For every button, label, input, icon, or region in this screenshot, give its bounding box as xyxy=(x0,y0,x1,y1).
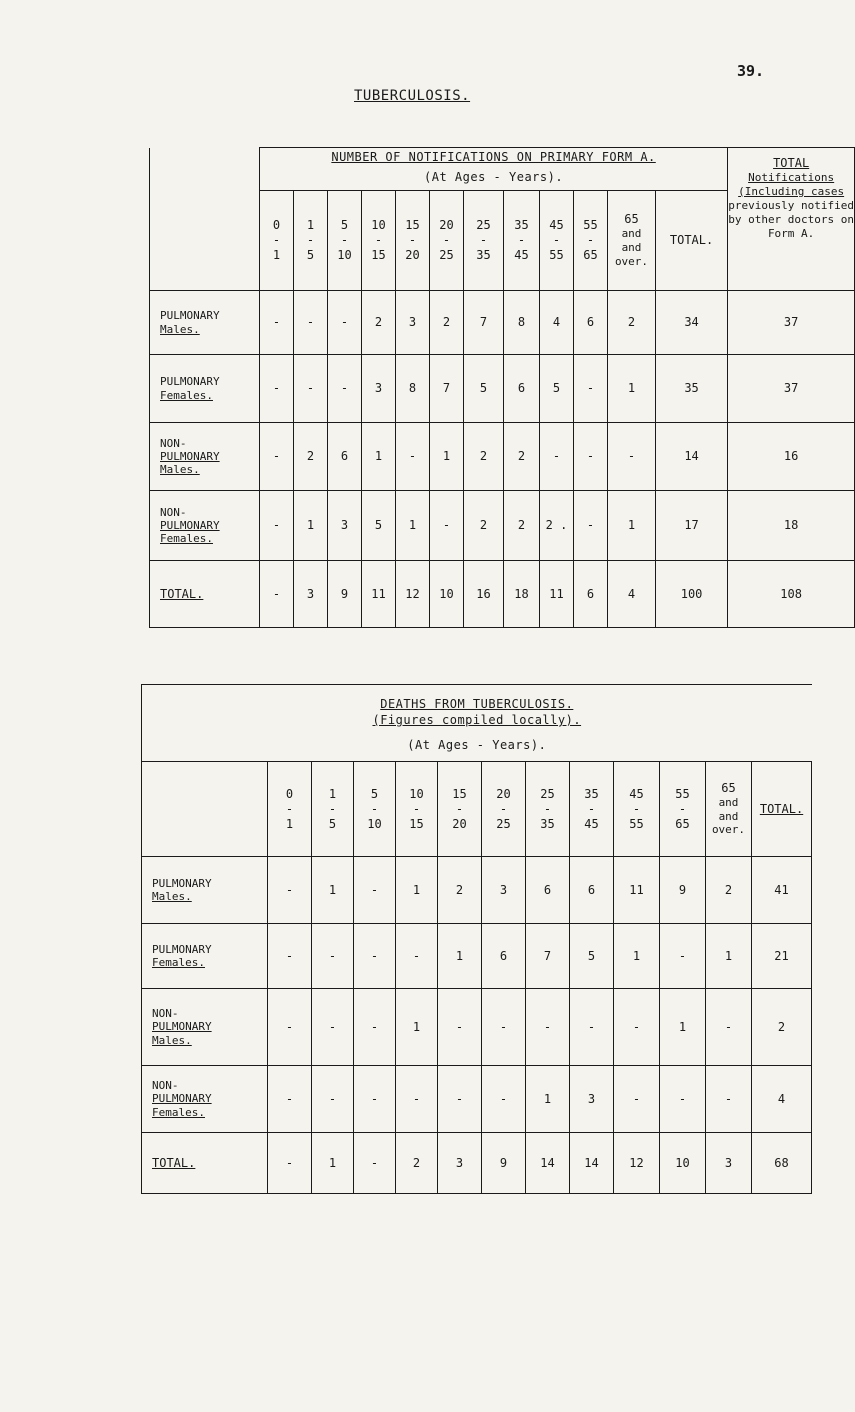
table-cell: - xyxy=(260,291,294,355)
age-group-header xyxy=(354,762,396,857)
table-row xyxy=(142,924,812,989)
row-label xyxy=(142,1066,268,1133)
table-header-row xyxy=(150,148,855,191)
age-dash: - xyxy=(543,801,552,816)
table-title: NUMBER OF NOTIFICATIONS ON PRIMARY FORM A. xyxy=(331,150,656,164)
table-cell: 7 xyxy=(526,924,570,989)
table-cell: - xyxy=(574,491,608,561)
table-row xyxy=(150,423,855,491)
row-label xyxy=(142,924,268,989)
table-cell: 1 xyxy=(396,491,430,561)
total-column-header xyxy=(752,762,812,857)
table-cell: 3 xyxy=(482,857,526,924)
age-dash: - xyxy=(306,233,315,247)
age-to: 45 xyxy=(514,248,529,262)
table-cell: 1 xyxy=(608,491,656,561)
table-cell: 2 . xyxy=(540,491,574,561)
table-cell: 2 xyxy=(504,491,540,561)
age-to: 20 xyxy=(405,248,420,262)
row-label-line: PULMONARY xyxy=(152,1020,212,1034)
table-cell: 14 xyxy=(526,1133,570,1194)
row-label xyxy=(150,491,260,561)
age-group-row xyxy=(142,762,812,857)
table-cell: - xyxy=(706,989,752,1066)
page-number: 39. xyxy=(737,62,765,80)
table-cell: - xyxy=(354,857,396,924)
row-label-sex: Males. xyxy=(152,890,192,903)
row-label-line: TOTAL. xyxy=(152,1155,196,1170)
table-cell: 11 xyxy=(362,561,396,628)
age-from: 0 xyxy=(272,218,281,232)
age-from: 10 xyxy=(371,218,386,232)
age-to: 55 xyxy=(549,248,564,262)
table-cell: - xyxy=(482,1066,526,1133)
table-cell: 9 xyxy=(328,561,362,628)
page-heading: TUBERCULOSIS. xyxy=(354,88,471,104)
age-to: 5 xyxy=(306,248,315,262)
table-cell: - xyxy=(294,355,328,423)
table-title-cell xyxy=(142,685,812,762)
age-dash: - xyxy=(370,801,379,816)
table-cell: 4 xyxy=(608,561,656,628)
table-cell: - xyxy=(574,423,608,491)
age-to: 65 xyxy=(583,248,598,262)
age-to: and over. xyxy=(614,241,649,268)
row-total: 68 xyxy=(752,1133,812,1194)
age-to: 25 xyxy=(439,248,454,262)
age-dash: - xyxy=(587,801,596,816)
age-to: 25 xyxy=(496,816,511,831)
table-cell: - xyxy=(268,924,312,989)
row-label-sex: Males. xyxy=(152,1033,192,1047)
table-cell: - xyxy=(614,1066,660,1133)
table-cell: 2 xyxy=(706,857,752,924)
table-cell: 3 xyxy=(396,291,430,355)
table-cell: - xyxy=(540,423,574,491)
age-to: and over. xyxy=(711,809,746,837)
table-cell: 12 xyxy=(614,1133,660,1194)
table-cell: - xyxy=(268,1133,312,1194)
age-from: 10 xyxy=(409,786,424,801)
row-label xyxy=(142,989,268,1066)
deaths-table xyxy=(141,684,812,1194)
table-cell: 2 xyxy=(294,423,328,491)
age-to: 10 xyxy=(337,248,352,262)
table-cell: 2 xyxy=(438,857,482,924)
table-cell: 3 xyxy=(570,1066,614,1133)
table-cell: 16 xyxy=(464,561,504,628)
table-cell: - xyxy=(268,1066,312,1133)
age-dash: - xyxy=(499,801,508,816)
corner-cell xyxy=(142,762,268,857)
table-cell: - xyxy=(268,857,312,924)
table-cell: 2 xyxy=(464,423,504,491)
age-from: 15 xyxy=(452,786,467,801)
row-label-line: NON- xyxy=(152,1007,179,1021)
table-cell: 1 xyxy=(660,989,706,1066)
age-to: 10 xyxy=(367,816,382,831)
age-from: 15 xyxy=(405,218,420,232)
age-group-header xyxy=(312,762,354,857)
age-group-header xyxy=(504,191,540,291)
table-row xyxy=(142,1066,812,1133)
table-cell: 4 xyxy=(540,291,574,355)
table-cell: - xyxy=(608,423,656,491)
table-cell: - xyxy=(396,924,438,989)
total-notifications-title: TOTAL xyxy=(773,156,810,170)
table-cell: - xyxy=(396,423,430,491)
table-cell: 6 xyxy=(574,291,608,355)
row-total-notifications: 108 xyxy=(728,561,855,628)
row-total: 17 xyxy=(656,491,728,561)
table-cell: 10 xyxy=(430,561,464,628)
total-label: TOTAL. xyxy=(759,801,804,816)
table-cell: - xyxy=(354,989,396,1066)
table-cell: 18 xyxy=(504,561,540,628)
row-label-line: PULMONARY xyxy=(152,1092,212,1106)
total-label: TOTAL. xyxy=(669,233,714,247)
age-group-header xyxy=(430,191,464,291)
row-total: 14 xyxy=(656,423,728,491)
age-group-header xyxy=(438,762,482,857)
age-dash: - xyxy=(340,233,349,247)
age-to: 5 xyxy=(328,816,337,831)
row-label xyxy=(150,291,260,355)
age-dash: and xyxy=(621,227,642,241)
row-label-line: NON- xyxy=(160,436,187,450)
table-row xyxy=(150,355,855,423)
row-label-sex: Males. xyxy=(160,463,200,477)
table-cell: 9 xyxy=(660,857,706,924)
table-cell: - xyxy=(614,989,660,1066)
table-cell: - xyxy=(328,355,362,423)
table-cell: 3 xyxy=(706,1133,752,1194)
age-group-header xyxy=(362,191,396,291)
table-cell: - xyxy=(660,924,706,989)
table-cell: 1 xyxy=(396,857,438,924)
table-cell: - xyxy=(570,989,614,1066)
age-to: 20 xyxy=(452,816,467,831)
age-dash: - xyxy=(408,233,417,247)
age-group-header xyxy=(614,762,660,857)
age-group-header xyxy=(660,762,706,857)
age-from: 65 xyxy=(624,212,639,227)
table-cell: 1 xyxy=(438,924,482,989)
age-dash: - xyxy=(586,233,595,247)
row-label-sex: Females. xyxy=(152,956,205,969)
total-column-header xyxy=(656,191,728,291)
age-group-header xyxy=(574,191,608,291)
table-cell: 10 xyxy=(660,1133,706,1194)
table-cell: 2 xyxy=(464,491,504,561)
table-cell: 2 xyxy=(504,423,540,491)
table-cell: 3 xyxy=(362,355,396,423)
table-cell: 6 xyxy=(504,355,540,423)
table-cell: 1 xyxy=(614,924,660,989)
table-cell: 5 xyxy=(540,355,574,423)
table-cell: 1 xyxy=(312,857,354,924)
table-cell: 3 xyxy=(438,1133,482,1194)
age-group-header xyxy=(294,191,328,291)
table-cell: - xyxy=(294,291,328,355)
table-row xyxy=(150,561,855,628)
age-to: 15 xyxy=(409,816,424,831)
age-group-header xyxy=(706,762,752,857)
row-total: 34 xyxy=(656,291,728,355)
table-cell: 3 xyxy=(294,561,328,628)
age-from: 45 xyxy=(629,786,644,801)
age-from: 20 xyxy=(496,786,511,801)
table-cell: 7 xyxy=(464,291,504,355)
table-cell: 1 xyxy=(396,989,438,1066)
table-cell: 2 xyxy=(608,291,656,355)
row-label-line: PULMONARY xyxy=(160,518,220,532)
table-cell: 6 xyxy=(574,561,608,628)
table-row xyxy=(142,989,812,1066)
age-from: 55 xyxy=(675,786,690,801)
table-cell: 12 xyxy=(396,561,430,628)
table-cell: - xyxy=(354,1066,396,1133)
row-total-notifications: 37 xyxy=(728,291,855,355)
table-cell: 1 xyxy=(608,355,656,423)
table-cell: 9 xyxy=(482,1133,526,1194)
age-dash: - xyxy=(272,233,281,247)
row-label xyxy=(142,857,268,924)
table-cell: 8 xyxy=(396,355,430,423)
age-from: 35 xyxy=(584,786,599,801)
age-to: 45 xyxy=(584,816,599,831)
table-cell: - xyxy=(260,355,294,423)
table-subtitle: (Figures compiled locally). xyxy=(372,713,582,727)
table-header-row xyxy=(142,685,812,762)
row-label-line: NON- xyxy=(160,505,187,519)
table-cell: 6 xyxy=(570,857,614,924)
table-cell: 1 xyxy=(312,1133,354,1194)
table-cell: - xyxy=(268,989,312,1066)
table-cell: 5 xyxy=(464,355,504,423)
age-from: 1 xyxy=(306,218,315,232)
age-group-header xyxy=(268,762,312,857)
table-cell: - xyxy=(438,989,482,1066)
age-from: 35 xyxy=(514,218,529,232)
table-cell: - xyxy=(438,1066,482,1133)
age-dash: - xyxy=(678,801,687,816)
age-dash: - xyxy=(517,233,526,247)
table-cell: 1 xyxy=(430,423,464,491)
row-label-line: PULMONARY xyxy=(152,876,212,890)
age-from: 55 xyxy=(583,218,598,232)
row-label xyxy=(150,355,260,423)
table-subtitle: (At Ages - Years). xyxy=(424,170,564,184)
row-label-sex: Males. xyxy=(160,322,200,336)
table-cell: 2 xyxy=(430,291,464,355)
table-cell: - xyxy=(354,1133,396,1194)
age-group-header xyxy=(260,191,294,291)
table-cell: 1 xyxy=(526,1066,570,1133)
age-dash: - xyxy=(374,233,383,247)
table-cell: - xyxy=(482,989,526,1066)
age-dash: - xyxy=(285,801,294,816)
table-cell: 1 xyxy=(706,924,752,989)
notifications-table xyxy=(149,147,855,628)
age-from: 0 xyxy=(285,786,294,801)
row-total-notifications: 37 xyxy=(728,355,855,423)
table-cell: 14 xyxy=(570,1133,614,1194)
age-group-header xyxy=(396,762,438,857)
age-to: 65 xyxy=(675,816,690,831)
table-cell: 7 xyxy=(430,355,464,423)
table-cell: 1 xyxy=(294,491,328,561)
row-label-line: PULMONARY xyxy=(160,449,220,463)
age-group-header xyxy=(328,191,362,291)
age-from: 5 xyxy=(370,786,379,801)
age-dash: - xyxy=(552,233,561,247)
table-cell: - xyxy=(260,561,294,628)
table-cell: 6 xyxy=(526,857,570,924)
table-cell: 5 xyxy=(362,491,396,561)
table-cell: 6 xyxy=(482,924,526,989)
row-label xyxy=(150,423,260,491)
table-subtitle-ages: (At Ages - Years). xyxy=(407,738,547,752)
row-label-line: PULMONARY xyxy=(160,375,220,389)
corner-cell xyxy=(150,148,260,291)
row-total: 100 xyxy=(656,561,728,628)
table-cell: - xyxy=(260,491,294,561)
row-total: 2 xyxy=(752,989,812,1066)
age-group-header xyxy=(396,191,430,291)
age-group-header xyxy=(570,762,614,857)
age-to: 1 xyxy=(272,248,281,262)
age-group-header xyxy=(482,762,526,857)
table-row xyxy=(142,1133,812,1194)
table-cell: - xyxy=(574,355,608,423)
table-cell: - xyxy=(430,491,464,561)
table-cell: - xyxy=(354,924,396,989)
age-dash: - xyxy=(455,801,464,816)
table-cell: 1 xyxy=(362,423,396,491)
age-from: 25 xyxy=(476,218,491,232)
table-cell: - xyxy=(526,989,570,1066)
age-from: 25 xyxy=(540,786,555,801)
age-to: 35 xyxy=(540,816,555,831)
table-cell: - xyxy=(328,291,362,355)
table-cell: - xyxy=(312,989,354,1066)
row-label-sex: Females. xyxy=(160,388,213,402)
table-cell: - xyxy=(706,1066,752,1133)
table-cell: - xyxy=(660,1066,706,1133)
row-label-line: PULMONARY xyxy=(152,942,212,956)
age-group-header xyxy=(540,191,574,291)
age-from: 1 xyxy=(328,786,337,801)
age-group-header xyxy=(608,191,656,291)
row-label xyxy=(150,561,260,628)
age-dash: - xyxy=(479,233,488,247)
table-cell: 11 xyxy=(614,857,660,924)
table-cell: 8 xyxy=(504,291,540,355)
table-cell: - xyxy=(260,423,294,491)
age-to: 15 xyxy=(371,248,386,262)
table-cell: - xyxy=(312,924,354,989)
total-notifications-note: (Including cases xyxy=(738,184,845,198)
table-title-cell xyxy=(260,148,728,191)
row-total-notifications: 16 xyxy=(728,423,855,491)
age-to: 55 xyxy=(629,816,644,831)
table-cell: 11 xyxy=(540,561,574,628)
table-cell: 2 xyxy=(396,1133,438,1194)
age-dash: - xyxy=(442,233,451,247)
table-title: DEATHS FROM TUBERCULOSIS. xyxy=(380,697,574,711)
table-cell: 2 xyxy=(362,291,396,355)
row-total: 41 xyxy=(752,857,812,924)
age-dash: and xyxy=(718,795,739,809)
row-label-sex: Females. xyxy=(160,532,213,546)
total-notifications-detail: previously notified by other doctors on Form A. xyxy=(728,198,855,241)
age-group-header xyxy=(526,762,570,857)
table-cell: 3 xyxy=(328,491,362,561)
row-label-line: TOTAL. xyxy=(160,586,204,601)
row-label-line: PULMONARY xyxy=(160,309,220,323)
table-row xyxy=(150,291,855,355)
age-from: 20 xyxy=(439,218,454,232)
total-notifications-header xyxy=(728,148,855,291)
total-notifications-subtitle: Notifications xyxy=(748,171,835,184)
row-label xyxy=(142,1133,268,1194)
age-dash: - xyxy=(632,801,641,816)
table-cell: - xyxy=(396,1066,438,1133)
row-label-sex: Females. xyxy=(152,1105,205,1119)
table-cell: 5 xyxy=(570,924,614,989)
table-row xyxy=(150,491,855,561)
row-total: 21 xyxy=(752,924,812,989)
row-total-notifications: 18 xyxy=(728,491,855,561)
age-group-header xyxy=(464,191,504,291)
age-from: 65 xyxy=(721,780,736,795)
table-cell: 6 xyxy=(328,423,362,491)
row-label-line: NON- xyxy=(152,1079,179,1093)
row-total: 4 xyxy=(752,1066,812,1133)
age-from: 45 xyxy=(549,218,564,232)
table-row xyxy=(142,857,812,924)
row-total: 35 xyxy=(656,355,728,423)
table-cell: - xyxy=(312,1066,354,1133)
age-to: 35 xyxy=(476,248,491,262)
age-dash: - xyxy=(412,801,421,816)
age-dash: - xyxy=(328,801,337,816)
age-to: 1 xyxy=(285,816,294,831)
age-from: 5 xyxy=(340,218,349,232)
